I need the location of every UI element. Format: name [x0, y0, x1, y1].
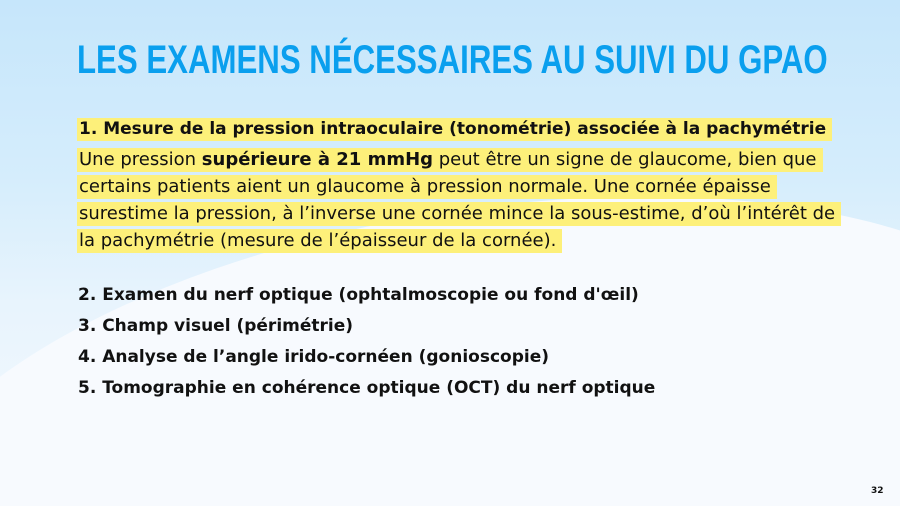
page-number: 32 — [871, 486, 884, 496]
paragraph-bold-threshold: supérieure à 21 mmHg — [201, 149, 434, 170]
section-1-paragraph — [77, 146, 852, 254]
section-1 — [77, 116, 852, 254]
exam-list — [78, 280, 655, 404]
list-item: 2. Examen du nerf optique (ophtalmoscopie ou fond d'œil) — [78, 285, 639, 305]
paragraph-text-start: Une pression — [79, 149, 202, 170]
section-1-heading — [77, 116, 852, 143]
list-item: 5. Tomographie en cohérence optique (OCT) du nerf optique — [78, 378, 656, 398]
list-item: 4. Analyse de l’angle irido-cornéen (gonioscopie) — [78, 347, 549, 367]
paragraph-text-end: peut être un signe de glaucome, bien que certains patients aient un glaucome à pression normale. Une cornée épaisse surestime la pression, à l’inverse une cornée mince la sous-estime, d’où l’intérêt de la pachymétrie (mesure de l’épaisseur de la cornée). — [79, 149, 836, 251]
list-item: 3. Champ visuel (périmétrie) — [78, 316, 354, 336]
section-1-heading-text: 1. Mesure de la pression intraoculaire (tonométrie) associée à la pachymétrie — [77, 118, 832, 141]
section-1-paragraph-highlight — [77, 148, 841, 253]
slide-title: LES EXAMENS NÉCESSAIRES AU SUIVI DU GPAO — [77, 38, 828, 82]
